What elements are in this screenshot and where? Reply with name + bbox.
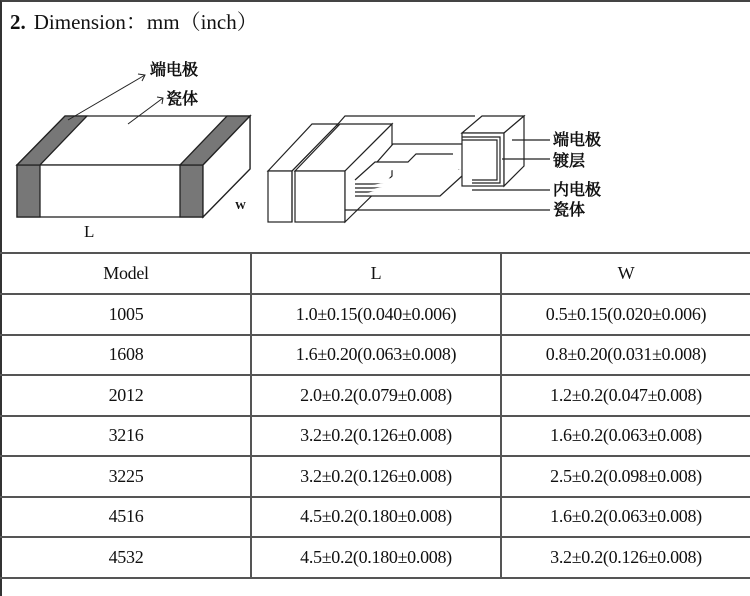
table-row bbox=[1, 416, 750, 457]
section-number: 2. bbox=[10, 10, 26, 34]
label-cs-terminal-electrode: 端电极 bbox=[553, 130, 602, 149]
cell-width: 2.5±0.2(0.098±0.008) bbox=[501, 456, 750, 497]
table-header-row bbox=[1, 253, 750, 294]
cell-length: 1.6±0.20(0.063±0.008) bbox=[251, 335, 501, 376]
cell-width: 1.6±0.2(0.063±0.008) bbox=[501, 416, 750, 457]
cell-model: 4532 bbox=[1, 537, 251, 578]
table-row bbox=[1, 497, 750, 538]
table-row bbox=[1, 294, 750, 335]
label-terminal-electrode: 端电极 bbox=[150, 60, 199, 79]
dimension-width-label: W bbox=[235, 200, 246, 212]
cell-width: 0.8±0.20(0.031±0.008) bbox=[501, 335, 750, 376]
cell-model: 1005 bbox=[1, 294, 251, 335]
cell-length: 3.2±0.2(0.126±0.008) bbox=[251, 416, 501, 457]
chip-drawings-svg bbox=[0, 0, 750, 252]
cell-length: 2.0±0.2(0.079±0.008) bbox=[251, 375, 501, 416]
cell-width: 1.2±0.2(0.047±0.008) bbox=[501, 375, 750, 416]
cell-length: 3.2±0.2(0.126±0.008) bbox=[251, 456, 501, 497]
cell-width: 3.2±0.2(0.126±0.008) bbox=[501, 537, 750, 578]
table-row bbox=[1, 456, 750, 497]
header-length: L bbox=[251, 253, 501, 294]
dimension-length-label: L bbox=[84, 222, 95, 241]
cell-model: 1608 bbox=[1, 335, 251, 376]
cell-model: 3216 bbox=[1, 416, 251, 457]
header-model: Model bbox=[1, 253, 251, 294]
header-width: W bbox=[501, 253, 750, 294]
cell-width: 0.5±0.15(0.020±0.006) bbox=[501, 294, 750, 335]
cell-width: 1.6±0.2(0.063±0.008) bbox=[501, 497, 750, 538]
dimension-table bbox=[0, 252, 750, 579]
cross-section-chip-icon bbox=[268, 116, 524, 222]
cell-model: 2012 bbox=[1, 375, 251, 416]
section-title-text: Dimension：mm（inch） bbox=[33, 10, 258, 34]
cell-length: 4.5±0.2(0.180±0.008) bbox=[251, 497, 501, 538]
label-ceramic-body: 瓷体 bbox=[166, 89, 199, 108]
table-row bbox=[1, 537, 750, 578]
capacitor-diagram bbox=[0, 0, 750, 252]
table-row bbox=[1, 375, 750, 416]
cell-length: 1.0±0.15(0.040±0.006) bbox=[251, 294, 501, 335]
label-cs-inner-electrode: 内电极 bbox=[553, 180, 602, 199]
cell-model: 3225 bbox=[1, 456, 251, 497]
cell-model: 4516 bbox=[1, 497, 251, 538]
label-cs-plating: 镀层 bbox=[553, 151, 586, 170]
cell-length: 4.5±0.2(0.180±0.008) bbox=[251, 537, 501, 578]
label-cs-ceramic-body: 瓷体 bbox=[553, 200, 586, 219]
exterior-chip-icon bbox=[17, 116, 250, 217]
table-row bbox=[1, 335, 750, 376]
